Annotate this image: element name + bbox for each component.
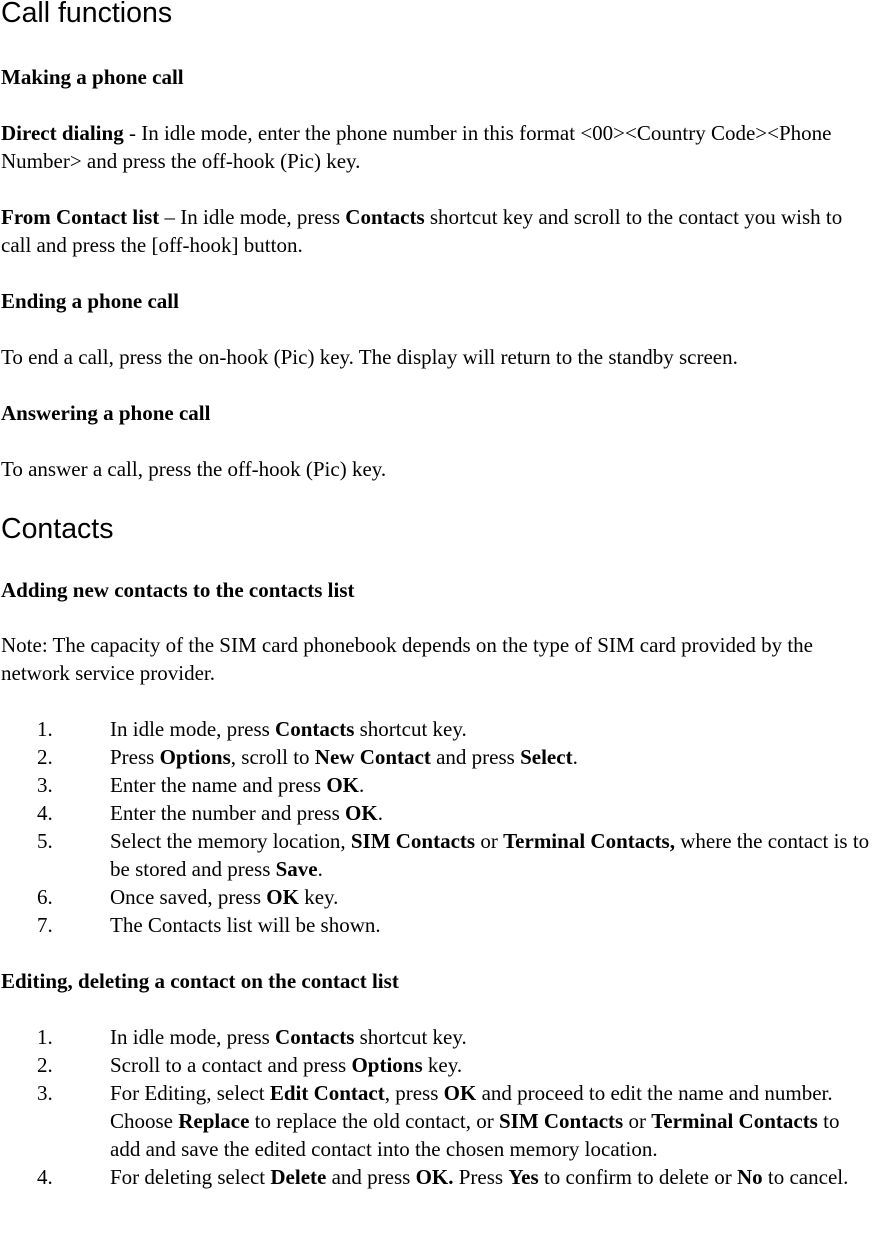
list-item-bold-term: Options [159, 745, 231, 769]
list-item-bold-term: Terminal Contacts, [503, 829, 675, 853]
list-item-text: , press [384, 1081, 444, 1105]
list-item-bold-term: SIM Contacts [350, 829, 476, 853]
list-item-text: . [377, 801, 383, 825]
list-item-text: . [359, 773, 365, 797]
list-item-bold-term: New Contact [314, 745, 431, 769]
list-item [1, 911, 874, 939]
list-item-text: For deleting select [110, 1165, 271, 1189]
list-item-number: 7. [37, 913, 53, 937]
heading-ending-call: Ending a phone call [1, 289, 179, 313]
direct-dialing-text: - In idle mode, enter the phone number in this format <00><Country Code><Phone Number> and press the off-hook (Pic) key. [1, 121, 832, 173]
list-item-bold-term: Terminal Contacts [651, 1109, 818, 1133]
list-item-text: In idle mode, press [110, 717, 276, 741]
list-item-number: 3. [37, 1081, 53, 1105]
list-item [1, 743, 874, 771]
list-item-bold-term: Select [520, 745, 573, 769]
list-item-text: to confirm to delete or [538, 1165, 737, 1189]
list-item-text: shortcut key. [354, 1025, 467, 1049]
list-item [1, 799, 874, 827]
list-item-number: 1. [37, 1025, 53, 1049]
contacts-key-label: Contacts [345, 205, 425, 229]
list-item-text: and proceed to edit the name and number. Choose [110, 1081, 833, 1133]
list-item-number: 2. [37, 745, 53, 769]
list-item-number: 6. [37, 885, 53, 909]
list-item [1, 827, 874, 883]
section-title-call-functions: Call functions [1, 0, 173, 29]
list-item-bold-term: Options [351, 1053, 423, 1077]
list-item-text: In idle mode, press [110, 1025, 276, 1049]
heading-adding-contacts: Adding new contacts to the contacts list [1, 578, 355, 602]
direct-dialing-label: Direct dialing [1, 121, 124, 145]
list-item-text: to cancel. [762, 1165, 849, 1189]
list-item-bold-term: Contacts [275, 1025, 355, 1049]
adding-contacts-steps [1, 715, 874, 939]
list-item-bold-term: OK [345, 801, 378, 825]
from-contact-list-text-2: shortcut key and scroll to the contact you wish to call and press the [off-hook] button. [1, 205, 843, 257]
list-item-bold-term: OK. [415, 1165, 454, 1189]
heading-making-call: Making a phone call [1, 65, 184, 89]
list-item-text: to add and save the edited contact into the chosen memory location. [110, 1109, 840, 1161]
paragraph-sim-note: Note: The capacity of the SIM card phonebook depends on the type of SIM card provided by the network service provider. [1, 633, 813, 685]
from-contact-list-text-1: – In idle mode, press [159, 205, 346, 229]
list-item-bold-term: OK [443, 1081, 477, 1105]
list-item-text: . [572, 745, 578, 769]
list-item-bold-term: Delete [270, 1165, 327, 1189]
list-item-number: 3. [37, 773, 53, 797]
paragraph-ending-call: To end a call, press the on-hook (Pic) key. The display will return to the standby screen. [1, 345, 738, 369]
list-item-text: key. [298, 885, 339, 909]
list-item-text: Select the memory location, [110, 829, 351, 853]
list-item-text: to replace the old contact, or [249, 1109, 499, 1133]
list-item-number: 1. [37, 717, 53, 741]
list-item-text: Enter the name and press [110, 773, 327, 797]
list-item-bold-term: Replace [178, 1109, 250, 1133]
list-item-number: 4. [37, 801, 53, 825]
list-item [1, 1051, 874, 1079]
paragraph-from-contact-list [1, 203, 871, 259]
list-item-bold-term: Yes [508, 1165, 539, 1189]
from-contact-list-label: From Contact list [1, 205, 160, 229]
list-item-bold-term: OK [266, 885, 299, 909]
list-item-text: key. [422, 1053, 463, 1077]
list-item-text: Once saved, press [110, 885, 267, 909]
list-item-text: Press [110, 745, 160, 769]
heading-editing-contacts: Editing, deleting a contact on the contact list [1, 969, 399, 993]
list-item-number: 2. [37, 1053, 53, 1077]
list-item-number: 5. [37, 829, 53, 853]
list-item-text: Enter the number and press [110, 801, 346, 825]
list-item [1, 715, 874, 743]
list-item-bold-term: Edit Contact [269, 1081, 385, 1105]
list-item-text: where the contact is to be stored and press [110, 829, 870, 881]
list-item-bold-term: Contacts [275, 717, 355, 741]
list-item-text: shortcut key. [354, 717, 467, 741]
heading-answering-call: Answering a phone call [1, 401, 211, 425]
list-item-text: , scroll to [230, 745, 315, 769]
editing-contacts-steps [1, 1023, 874, 1191]
list-item-text: and press [430, 745, 521, 769]
list-item-number: 4. [37, 1165, 53, 1189]
paragraph-direct-dialing [1, 119, 861, 175]
list-item-bold-term: OK [326, 773, 360, 797]
list-item-text: For Editing, select [110, 1081, 270, 1105]
list-item-text: or [475, 829, 504, 853]
list-item-text: Press [453, 1165, 509, 1189]
list-item-bold-term: No [736, 1165, 763, 1189]
list-item [1, 1023, 874, 1051]
list-item [1, 883, 874, 911]
list-item-text: The Contacts list will be shown. [110, 913, 381, 937]
list-item-text: and press [326, 1165, 416, 1189]
list-item [1, 771, 874, 799]
paragraph-answering-call: To answer a call, press the off-hook (Pic) key. [1, 457, 387, 481]
list-item-text: . [317, 857, 323, 881]
list-item-text: or [623, 1109, 652, 1133]
list-item-bold-term: SIM Contacts [498, 1109, 624, 1133]
list-item [1, 1079, 874, 1163]
list-item-text: Scroll to a contact and press [110, 1053, 352, 1077]
list-item-bold-term: Save [275, 857, 318, 881]
section-title-contacts: Contacts [1, 513, 114, 545]
list-item [1, 1163, 874, 1191]
